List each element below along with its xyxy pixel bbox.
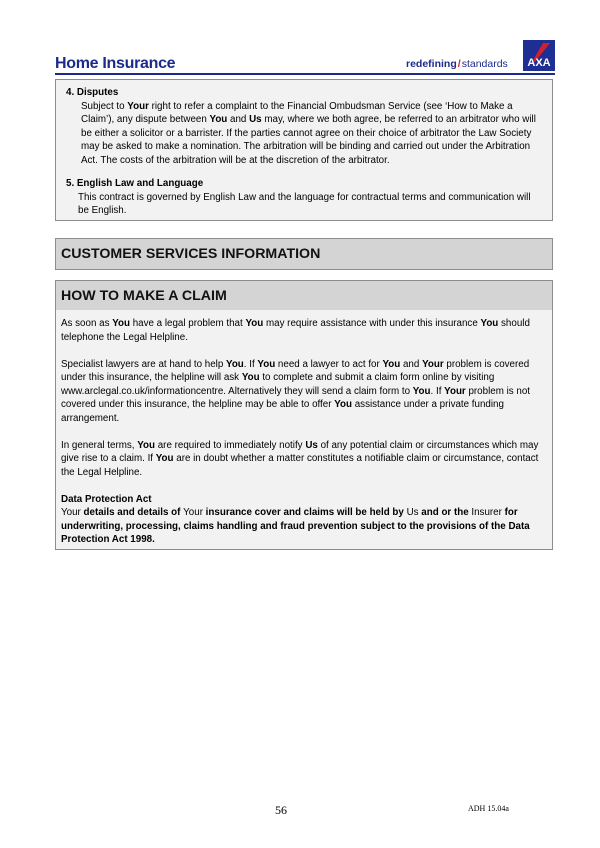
header-rule [55, 73, 555, 75]
axa-logo-graphic [523, 40, 555, 71]
emphasis-term: and or the [418, 507, 472, 518]
text-segment: Subject to [81, 100, 128, 112]
disputes-law-box [55, 79, 553, 221]
text-segment: may, where we both agree, be referred to an arbitrator who will be either a solicitor or a barrister. If the parties cannot agree on their choice of arbitrator the Law Society may be asked to make a nomination. The arbitration will be binding and carried out under the Arbitration Act. The costs of the arbitration will be at the discretion of the arbitrator. [81, 114, 536, 166]
text-segment: Your [183, 507, 203, 518]
emphasis-term: You [245, 318, 264, 329]
axa-logo [523, 40, 555, 71]
svg-text:AXA: AXA [527, 57, 551, 69]
emphasis-term: Your [444, 385, 466, 397]
english-law-section [56, 177, 552, 218]
claim-paragraph-2 [61, 358, 544, 426]
text-segment: . If [243, 358, 258, 370]
text-segment: of any potential claim or circumstances which may give rise to a claim. If [61, 439, 539, 464]
text-segment: have a legal problem that [129, 318, 246, 329]
claim-paragraph-1 [61, 317, 544, 344]
text-segment: and [227, 114, 250, 125]
text-segment: Specialist lawyers are at hand to help [61, 358, 227, 370]
claim-paragraph-3 [61, 439, 544, 480]
emphasis-term: Your [422, 358, 444, 370]
text-segment: to complete and submit a claim form online by visiting www.arclegal.co.uk/informationcentre. Alternatively they will send a claim form to [61, 372, 495, 397]
data-protection-title: Data Protection Act [61, 493, 152, 505]
emphasis-term: for underwriting, processing, claims handling and fraud prevention subject to the provisions of the Data Protection Act 1998. [61, 507, 530, 545]
emphasis-term: You [480, 318, 499, 329]
english-law-text: This contract is governed by English Law and the language for contractual terms and communication will be English. [78, 191, 531, 216]
emphasis-term: You [382, 358, 401, 370]
text-segment: Insurer [471, 507, 502, 518]
disputes-title: 4. Disputes [66, 87, 119, 98]
text-segment: should telephone the Legal Helpline. [61, 318, 530, 343]
emphasis-term: You [155, 453, 174, 464]
text-segment: problem is covered under this insurance, the helpline will ask [61, 358, 530, 383]
page-number: 56 [275, 803, 287, 817]
how-to-make-claim-heading: HOW TO MAKE A CLAIM [55, 280, 553, 311]
disputes-section [56, 86, 552, 167]
tagline-rest: standards [461, 58, 508, 70]
text-segment: and [400, 358, 423, 370]
text-segment: are required to immediately notify [155, 439, 306, 451]
text-segment: Us [406, 507, 419, 518]
tagline-slash: / [457, 58, 461, 70]
text-segment: . If [430, 385, 445, 397]
emphasis-term: You [334, 399, 352, 410]
text-segment: need a lawyer to act for [275, 358, 383, 370]
text-segment: As soon as [61, 318, 113, 329]
text-segment: In general terms, [61, 439, 138, 451]
emphasis-term: You [412, 385, 431, 397]
emphasis-term: You [209, 114, 228, 125]
data-protection-text [61, 506, 544, 547]
emphasis-term: You [137, 439, 156, 451]
emphasis-term: You [257, 358, 276, 370]
claim-content [61, 317, 544, 560]
text-segment: may require assistance with under this insurance [263, 318, 481, 329]
text-segment: Your [61, 507, 81, 518]
emphasis-term: Us [305, 439, 318, 451]
claim-box [55, 310, 553, 550]
emphasis-term: You [112, 318, 130, 329]
text-segment: problem is not covered under this insurance, the helpline may be able to offer [61, 385, 531, 410]
document-code: ADH 15.04a [468, 804, 509, 813]
customer-services-heading: CUSTOMER SERVICES INFORMATION [55, 238, 553, 270]
tagline-bold: redefining [406, 58, 457, 70]
emphasis-term: insurance cover and claims will be held by [202, 507, 407, 518]
english-law-title: 5. English Law and Language [66, 178, 204, 189]
emphasis-term: You [226, 358, 244, 370]
text-segment: assistance under a private funding arrangement. [61, 399, 504, 424]
disputes-text [66, 100, 552, 168]
emphasis-term: You [241, 372, 260, 383]
emphasis-term: Your [127, 100, 149, 112]
emphasis-term: Us [249, 114, 262, 125]
brand-tagline [406, 58, 508, 70]
emphasis-term: details and details of [80, 507, 184, 518]
text-segment: right to refer a complaint to the Financial Ombudsman Service (see ‘How to Make a Claim’), any dispute between [81, 100, 513, 125]
document-title: Home Insurance [55, 55, 176, 72]
text-segment: are in doubt whether a matter constitutes a notifiable claim or circumstance, contact the Legal Helpline. [61, 453, 539, 478]
